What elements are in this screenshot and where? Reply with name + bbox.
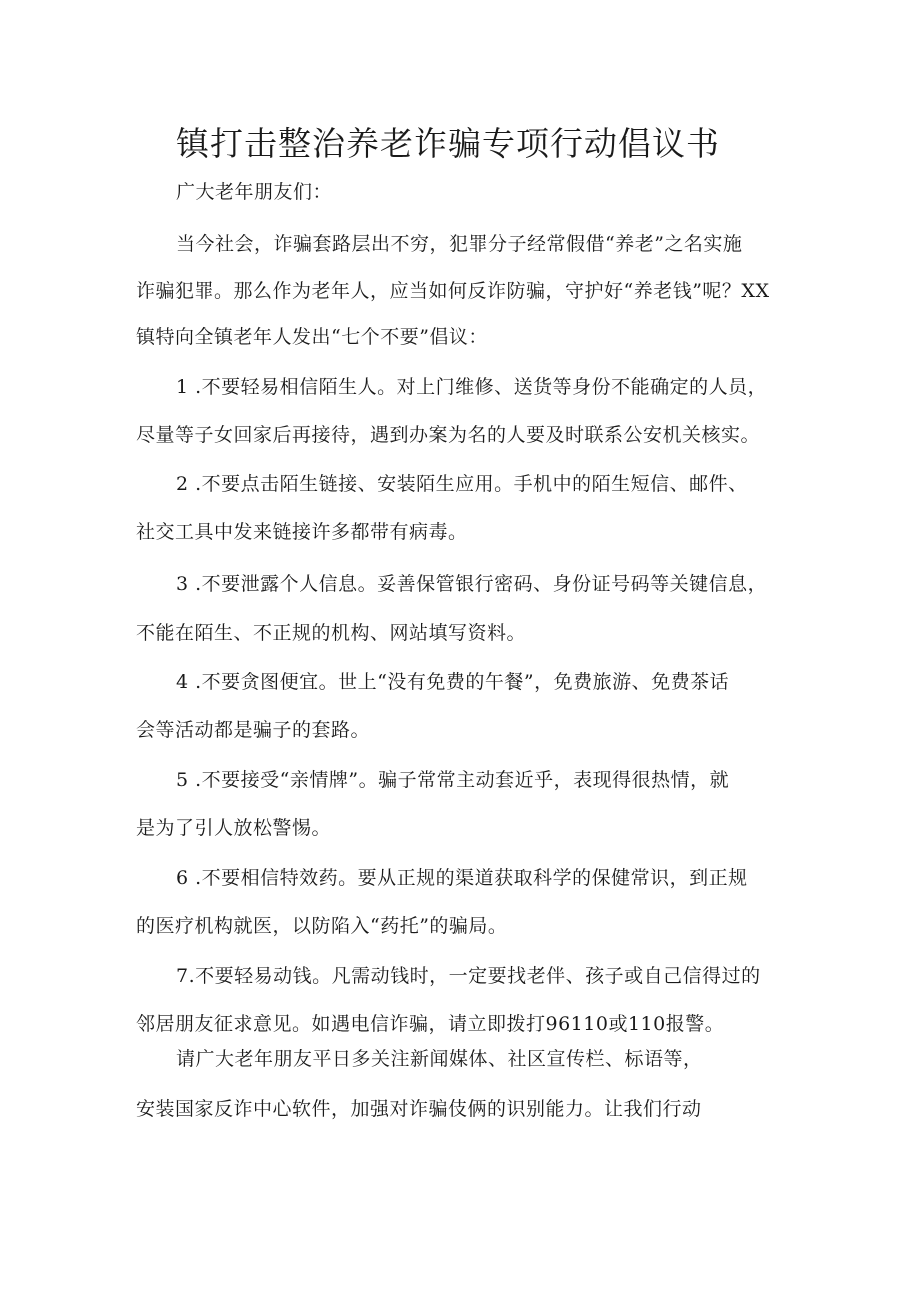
salutation: 广大老年朋友们： [176,181,333,203]
item-6-line-1: 6 .不要相信特效药。要从正规的渠道获取科学的保健常识，到正规 [176,867,748,889]
item-2-line-2: 社交工具中发来链接许多都带有病毒。 [136,521,468,543]
item-5-line-1: 5 .不要接受“亲情牌”。骗子常常主动套近乎，表现得很热情，就 [176,769,730,791]
item-4-line-2: 会等活动都是骗子的套路。 [136,719,371,741]
item-5-line-2: 是为了引人放松警惕。 [136,817,332,839]
item-2-line-1: 2 .不要点击陌生链接、安装陌生应用。手机中的陌生短信、邮件、 [176,473,748,495]
intro-line-3: 镇特向全镇老年人发出“七个不要”倡议： [136,326,488,348]
item-6-line-2: 的医疗机构就医，以防陷入“药托”的骗局。 [136,915,508,937]
item-3-line-2: 不能在陌生、不正规的机构、网站填写资料。 [136,622,527,644]
item-7-line-1: 7.不要轻易动钱。凡需动钱时，一定要找老伴、孩子或自己信得过的 [176,965,761,987]
item-1-line-1: 1 .不要轻易相信陌生人。对上门维修、送货等身份不能确定的人员， [176,376,768,398]
item-3-line-1: 3 .不要泄露个人信息。妥善保管银行密码、身份证号码等关键信息， [176,573,768,595]
closing-line-1: 请广大老年朋友平日多关注新闻媒体、社区宣传栏、标语等， [176,1048,703,1070]
document-title: 镇打击整治养老诈骗专项行动倡议书 [176,124,720,163]
closing-line-2: 安装国家反诈中心软件，加强对诈骗伎俩的识别能力。让我们行动 [136,1098,702,1120]
intro-line-1: 当今社会，诈骗套路层出不穷，犯罪分子经常假借“养老”之名实施 [176,233,743,255]
item-7-line-2: 邻居朋友征求意见。如遇电信诈骗，请立即拨打96110或110报警。 [136,1013,725,1035]
intro-line-2: 诈骗犯罪。那么作为老年人，应当如何反诈防骗，守护好“养老钱”呢？XX [136,280,770,302]
item-4-line-1: 4 .不要贪图便宜。世上“没有免费的午餐”，免费旅游、免费茶话 [176,671,730,693]
item-1-line-2: 尽量等子女回家后再接待，遇到办案为名的人要及时联系公安机关核实。 [136,424,761,446]
